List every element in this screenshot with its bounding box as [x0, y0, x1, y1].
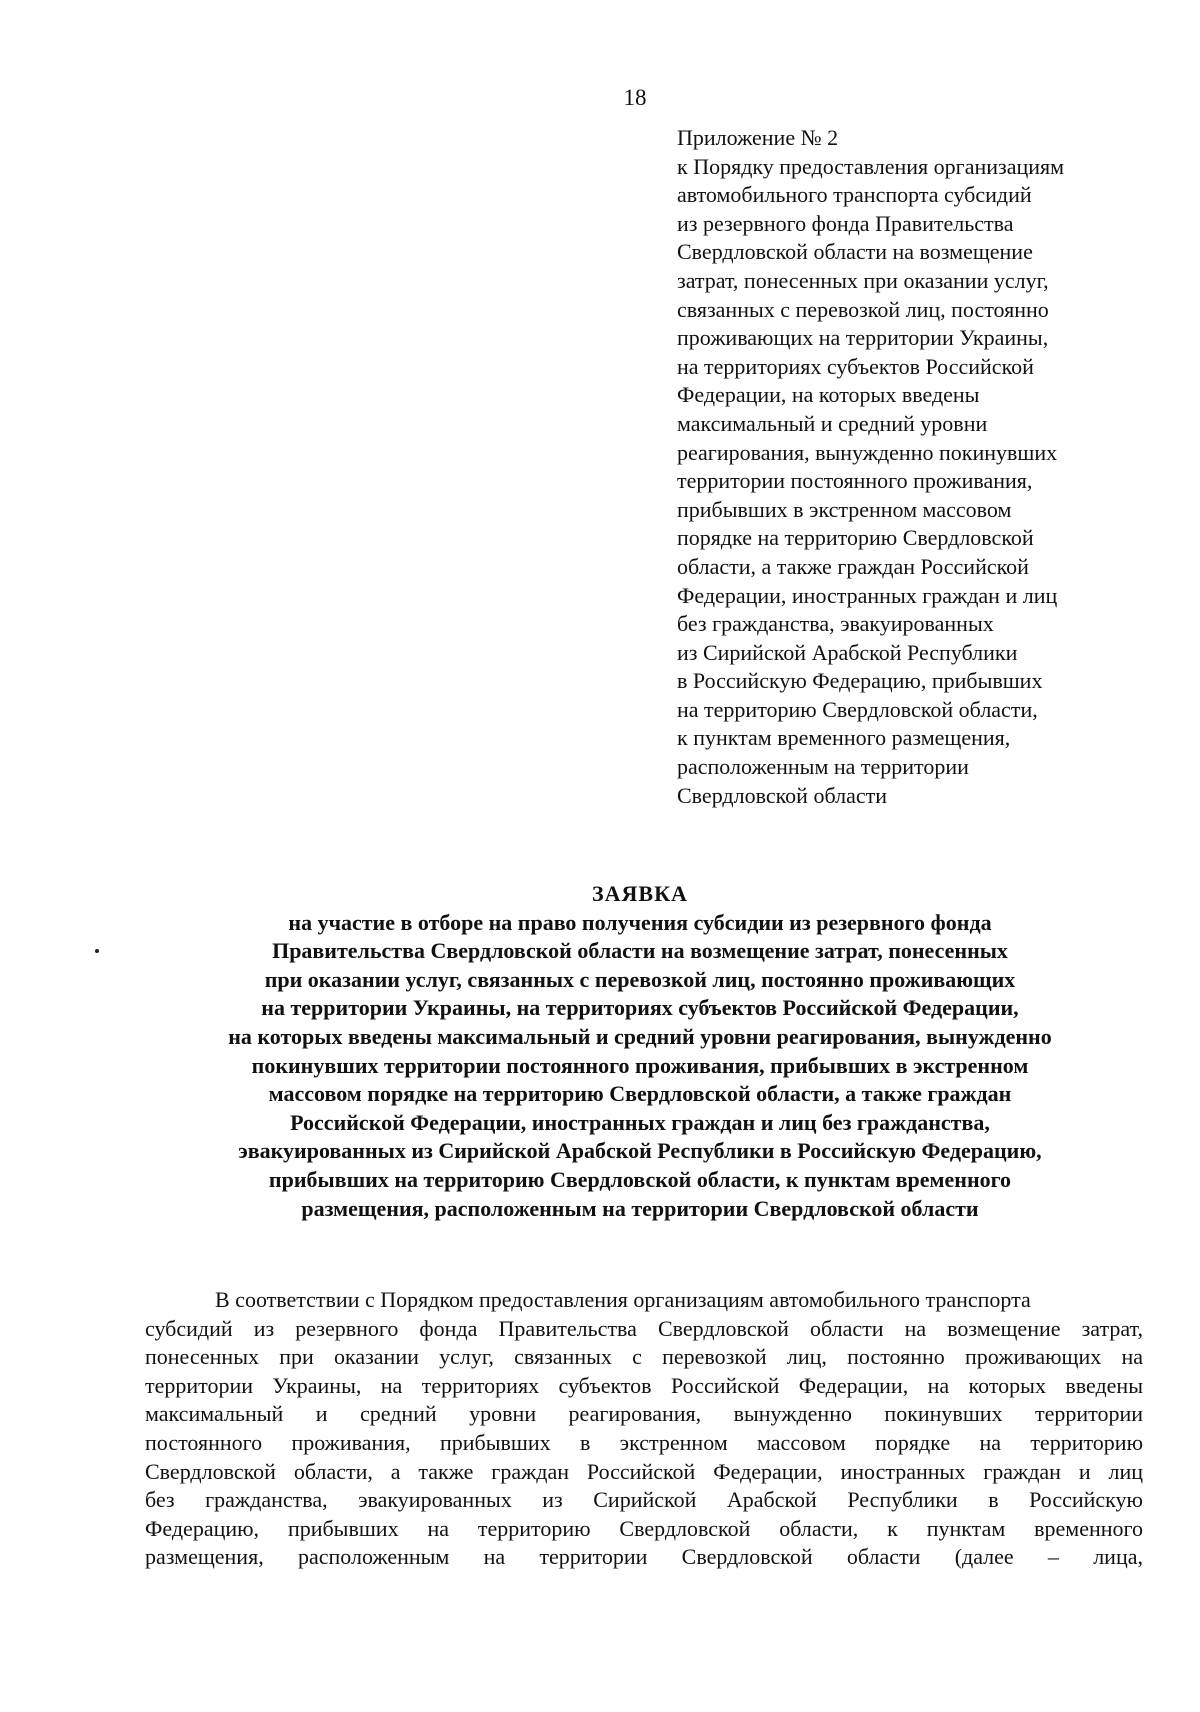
title-line: эвакуированных из Сирийской Арабской Республики в Российскую Федерацию,	[238, 1138, 1042, 1164]
body-paragraph	[145, 1286, 1143, 1572]
appendix-line: в Российскую Федерацию, прибывших	[677, 668, 1043, 694]
body-line: Свердловской области, а также граждан Российской Федерации, иностранных граждан и лиц	[145, 1458, 1143, 1484]
body-line: В соответствии с Порядком предоставления организациям автомобильного транспорта	[215, 1287, 1031, 1312]
appendix-line: расположенным на территории	[677, 754, 969, 780]
appendix-line: к Порядку предоставления организациям	[677, 153, 1065, 179]
appendix-note	[677, 124, 1177, 810]
title-line: массовом порядке на территорию Свердловской области, а также граждан	[268, 1081, 1012, 1107]
appendix-line: Федерации, на которых введены	[677, 382, 980, 408]
scan-mark	[95, 949, 99, 953]
body-line: без гражданства, эвакуированных из Сирийской Арабской Республики в Российскую	[145, 1487, 1143, 1513]
appendix-line: области, а также граждан Российской	[677, 553, 1029, 579]
body-line: понесенных при оказании услуг, связанных с перевозкой лиц, постоянно проживающих на	[145, 1344, 1143, 1370]
body-line: субсидий из резервного фонда Правительства Свердловской области на возмещение затрат,	[145, 1315, 1143, 1341]
page-number: 18	[623, 85, 647, 110]
appendix-line: из резервного фонда Правительства	[677, 210, 1014, 236]
title-heading: ЗАЯВКА	[592, 881, 688, 906]
appendix-line: Федерации, иностранных граждан и лиц	[677, 582, 1058, 608]
appendix-line: реагирования, вынужденно покинувших	[677, 439, 1058, 465]
appendix-line: порядке на территорию Свердловской	[677, 525, 1034, 551]
appendix-line: территории постоянного проживания,	[677, 468, 1033, 494]
title-line: при оказании услуг, связанных с перевозкой лиц, постоянно проживающих	[264, 966, 1016, 992]
appendix-line: на территорию Свердловской области,	[677, 696, 1038, 722]
appendix-line: на территориях субъектов Российской	[677, 353, 1034, 379]
title-line: на территории Украины, на территориях субъектов Российской Федерации,	[261, 995, 1019, 1021]
body-line: максимальный и средний уровни реагирования, вынужденно покинувших территории	[145, 1401, 1143, 1427]
appendix-line: из Сирийской Арабской Республики	[677, 639, 1018, 665]
appendix-line: Свердловской области	[677, 782, 887, 808]
title-line: на которых введены максимальный и средний уровни реагирования, вынужденно	[228, 1023, 1052, 1049]
appendix-line: Свердловской области на возмещение	[677, 239, 1033, 265]
appendix-line: без гражданства, эвакуированных	[677, 611, 994, 637]
appendix-line: связанных с перевозкой лиц, постоянно	[677, 296, 1049, 322]
body-line: постоянного проживания, прибывших в экстренном массовом порядке на территорию	[145, 1429, 1143, 1455]
appendix-line: Приложение № 2	[677, 125, 839, 150]
appendix-line: к пунктам временного размещения,	[677, 725, 1011, 751]
title-line: покинувших территории постоянного проживания, прибывших в экстренном	[251, 1052, 1029, 1078]
body-line: Федерацию, прибывших на территорию Свердловской области, к пунктам временного	[145, 1515, 1143, 1541]
title-line: размещения, расположенным на территории Свердловской области	[301, 1195, 979, 1221]
appendix-line: затрат, понесенных при оказании услуг,	[677, 267, 1049, 293]
title-line: на участие в отборе на право получения субсидии из резервного фонда	[288, 909, 992, 935]
title-line: Правительства Свердловской области на возмещение затрат, понесенных	[272, 938, 1008, 964]
appendix-line: максимальный и средний уровни	[677, 410, 988, 436]
appendix-line: проживающих на территории Украины,	[677, 325, 1049, 351]
appendix-line: автомобильного транспорта субсидий	[677, 182, 1032, 208]
appendix-line: прибывших в экстренном массовом	[677, 496, 1012, 522]
body-line: территории Украины, на территориях субъектов Российской Федерации, на которых введены	[145, 1372, 1143, 1398]
title-line: Российской Федерации, иностранных граждан и лиц без гражданства,	[290, 1109, 990, 1135]
document-title	[130, 880, 1150, 1223]
body-line: размещения, расположенным на территории Свердловской области (далее – лица,	[145, 1544, 1143, 1570]
title-line: прибывших на территорию Свердловской области, к пунктам временного	[268, 1166, 1012, 1192]
